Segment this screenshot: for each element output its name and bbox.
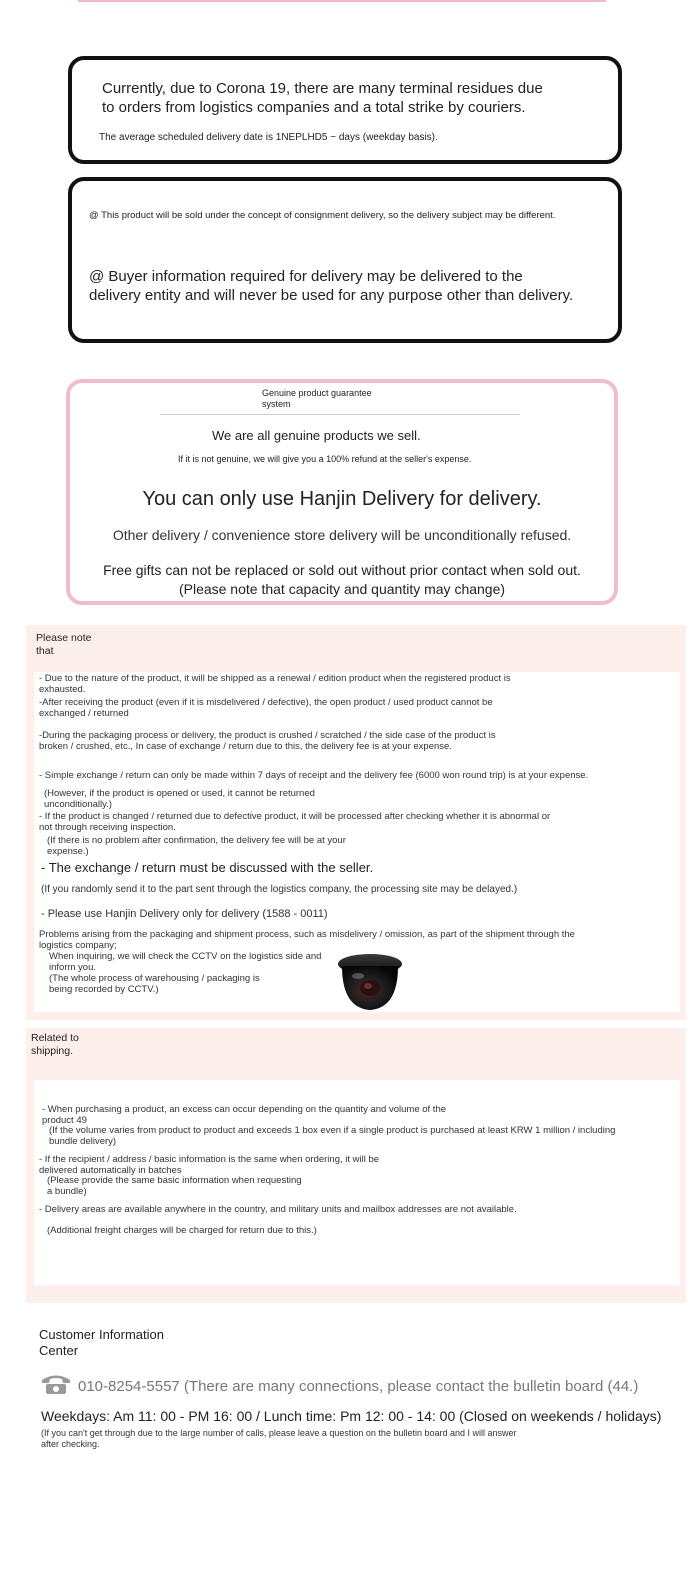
consignment-notice-box xyxy=(68,177,622,343)
note-item-7a: (If there is no problem after confirmation, the delivery fee will be at your xyxy=(47,835,346,846)
guarantee-title-line2: system xyxy=(262,399,291,409)
telephone-icon xyxy=(40,1373,72,1395)
ship-item-6: (Additional freight charges will be charged for return due to this.) xyxy=(47,1225,317,1236)
note-item-5a: (However, if the product is opened or used, it cannot be returned xyxy=(44,788,315,799)
note-item-6b: not through receiving inspection. xyxy=(39,822,176,833)
note-item-9: (If you randomly send it to the part sent through the logistics company, the processing site may be delayed.) xyxy=(41,884,518,895)
hanjin-only-statement: You can only use Hanjin Delivery for delivery. xyxy=(142,488,542,510)
note-item-7b: expense.) xyxy=(47,846,89,857)
consignment-line1: @ This product will be sold under the concept of consignment delivery, so the delivery subject may be different. xyxy=(89,210,556,221)
buyer-info-line2: delivery entity and will never be used for any purpose other than delivery. xyxy=(89,287,574,304)
genuine-statement: We are all genuine products we sell. xyxy=(212,428,421,443)
ship-item-4b: a bundle) xyxy=(47,1186,87,1197)
ship-item-1b: product 49 xyxy=(42,1115,87,1126)
guarantee-title-rule xyxy=(160,414,520,415)
note-item-3b: broken / crushed, etc., In case of exchange / return due to this, the delivery fee is at your expense. xyxy=(39,741,452,752)
customer-hours: Weekdays: Am 11: 00 - PM 16: 00 / Lunch time: Pm 12: 00 - 14: 00 (Closed on weekends / holidays) xyxy=(41,1408,662,1424)
guarantee-title-line1: Genuine product guarantee xyxy=(262,388,372,398)
delay-notice-line1: Currently, due to Corona 19, there are many terminal residues due xyxy=(102,80,543,97)
genuine-guarantee-box xyxy=(66,379,618,605)
ship-item-2b: bundle delivery) xyxy=(49,1136,117,1147)
note-item-12a: When inquiring, we will check the CCTV on the logistics side and xyxy=(49,951,322,962)
note-item-6a: - If the product is changed / returned due to defective product, it will be processed after checking whether it is abnormal or xyxy=(39,811,551,822)
note-item-8: - The exchange / return must be discussed with the seller. xyxy=(41,860,374,875)
note-item-1b: exhausted. xyxy=(39,684,86,695)
note-item-11b: logistics company; xyxy=(39,940,117,951)
shipping-heading-line1: Related to xyxy=(31,1032,79,1044)
ship-item-5: - Delivery areas are available anywhere in the country, and military units and mailbox addresses are not available. xyxy=(39,1204,517,1215)
customer-note-line2: after checking. xyxy=(41,1439,100,1449)
free-gifts-statement: Free gifts can not be replaced or sold out without prior contact when sold out. xyxy=(103,562,581,578)
note-item-1a: - Due to the nature of the product, it will be shipped as a renewal / edition product when the registered product is xyxy=(39,673,511,684)
note-item-11a: Problems arising from the packaging and shipment process, such as misdelivery / omission, as part of the shipment through the xyxy=(39,929,575,940)
please-note-heading-line1: Please note xyxy=(36,632,92,644)
customer-note-line1: (If you can't get through due to the large number of calls, please leave a question on the bulletin board and I will answer xyxy=(41,1428,517,1438)
ship-item-3a: - If the recipient / address / basic information is the same when ordering, it will be xyxy=(39,1154,380,1165)
other-delivery-refused: Other delivery / convenience store delivery will be unconditionally refused. xyxy=(112,527,572,543)
note-item-10: - Please use Hanjin Delivery only for delivery (1588 - 0011) xyxy=(41,908,328,920)
shipping-heading-line2: shipping. xyxy=(31,1045,74,1057)
buyer-info-line1: @ Buyer information required for delivery may be delivered to the xyxy=(89,268,523,285)
delivery-delay-notice-box xyxy=(68,56,622,164)
customer-center-heading-line2: Center xyxy=(39,1343,79,1358)
ship-item-1a: - When purchasing a product, an excess can occur depending on the quantity and volume of the xyxy=(42,1104,447,1115)
delay-notice-line3: The average scheduled delivery date is 1NEPLHD5 ~ days (weekday basis). xyxy=(99,132,438,143)
ship-item-4a: (Please provide the same basic information when requesting xyxy=(47,1175,302,1186)
note-item-2b: exchanged / returned xyxy=(39,708,129,719)
note-item-4: - Simple exchange / return can only be made within 7 days of receipt and the delivery fee (6000 won round trip) is at your expense. xyxy=(39,770,589,781)
note-item-3a: -During the packaging process or delivery, the product is crushed / scratched / the side case of the product is xyxy=(39,730,496,741)
note-item-12b: inform you. xyxy=(49,962,96,973)
top-divider xyxy=(78,0,606,2)
note-item-13a: (The whole process of warehousing / packaging is xyxy=(49,973,260,984)
please-note-heading-line2: that xyxy=(36,645,54,657)
cctv-camera-icon xyxy=(336,950,404,1012)
ship-item-3b: delivered automatically in batches xyxy=(39,1165,182,1176)
customer-phone: 010-8254-5557 (There are many connections, please contact the bulletin board (44.) xyxy=(78,1378,639,1395)
capacity-statement: (Please note that capacity and quantity may change) xyxy=(178,581,506,597)
note-item-5b: unconditionally.) xyxy=(44,799,112,810)
customer-center-heading-line1: Customer Information xyxy=(39,1327,164,1342)
delay-notice-line2: to orders from logistics companies and a total strike by couriers. xyxy=(102,99,526,116)
refund-statement: If it is not genuine, we will give you a 100% refund at the seller's expense. xyxy=(178,454,472,464)
note-item-13b: being recorded by CCTV.) xyxy=(49,984,159,995)
note-item-2a: -After receiving the product (even if it is misdelivered / defective), the open product / used product cannot be xyxy=(39,697,493,708)
ship-item-2a: (If the volume varies from product to product and exceeds 1 box even if a single product is purchased at least KRW 1 million / including xyxy=(49,1125,616,1136)
